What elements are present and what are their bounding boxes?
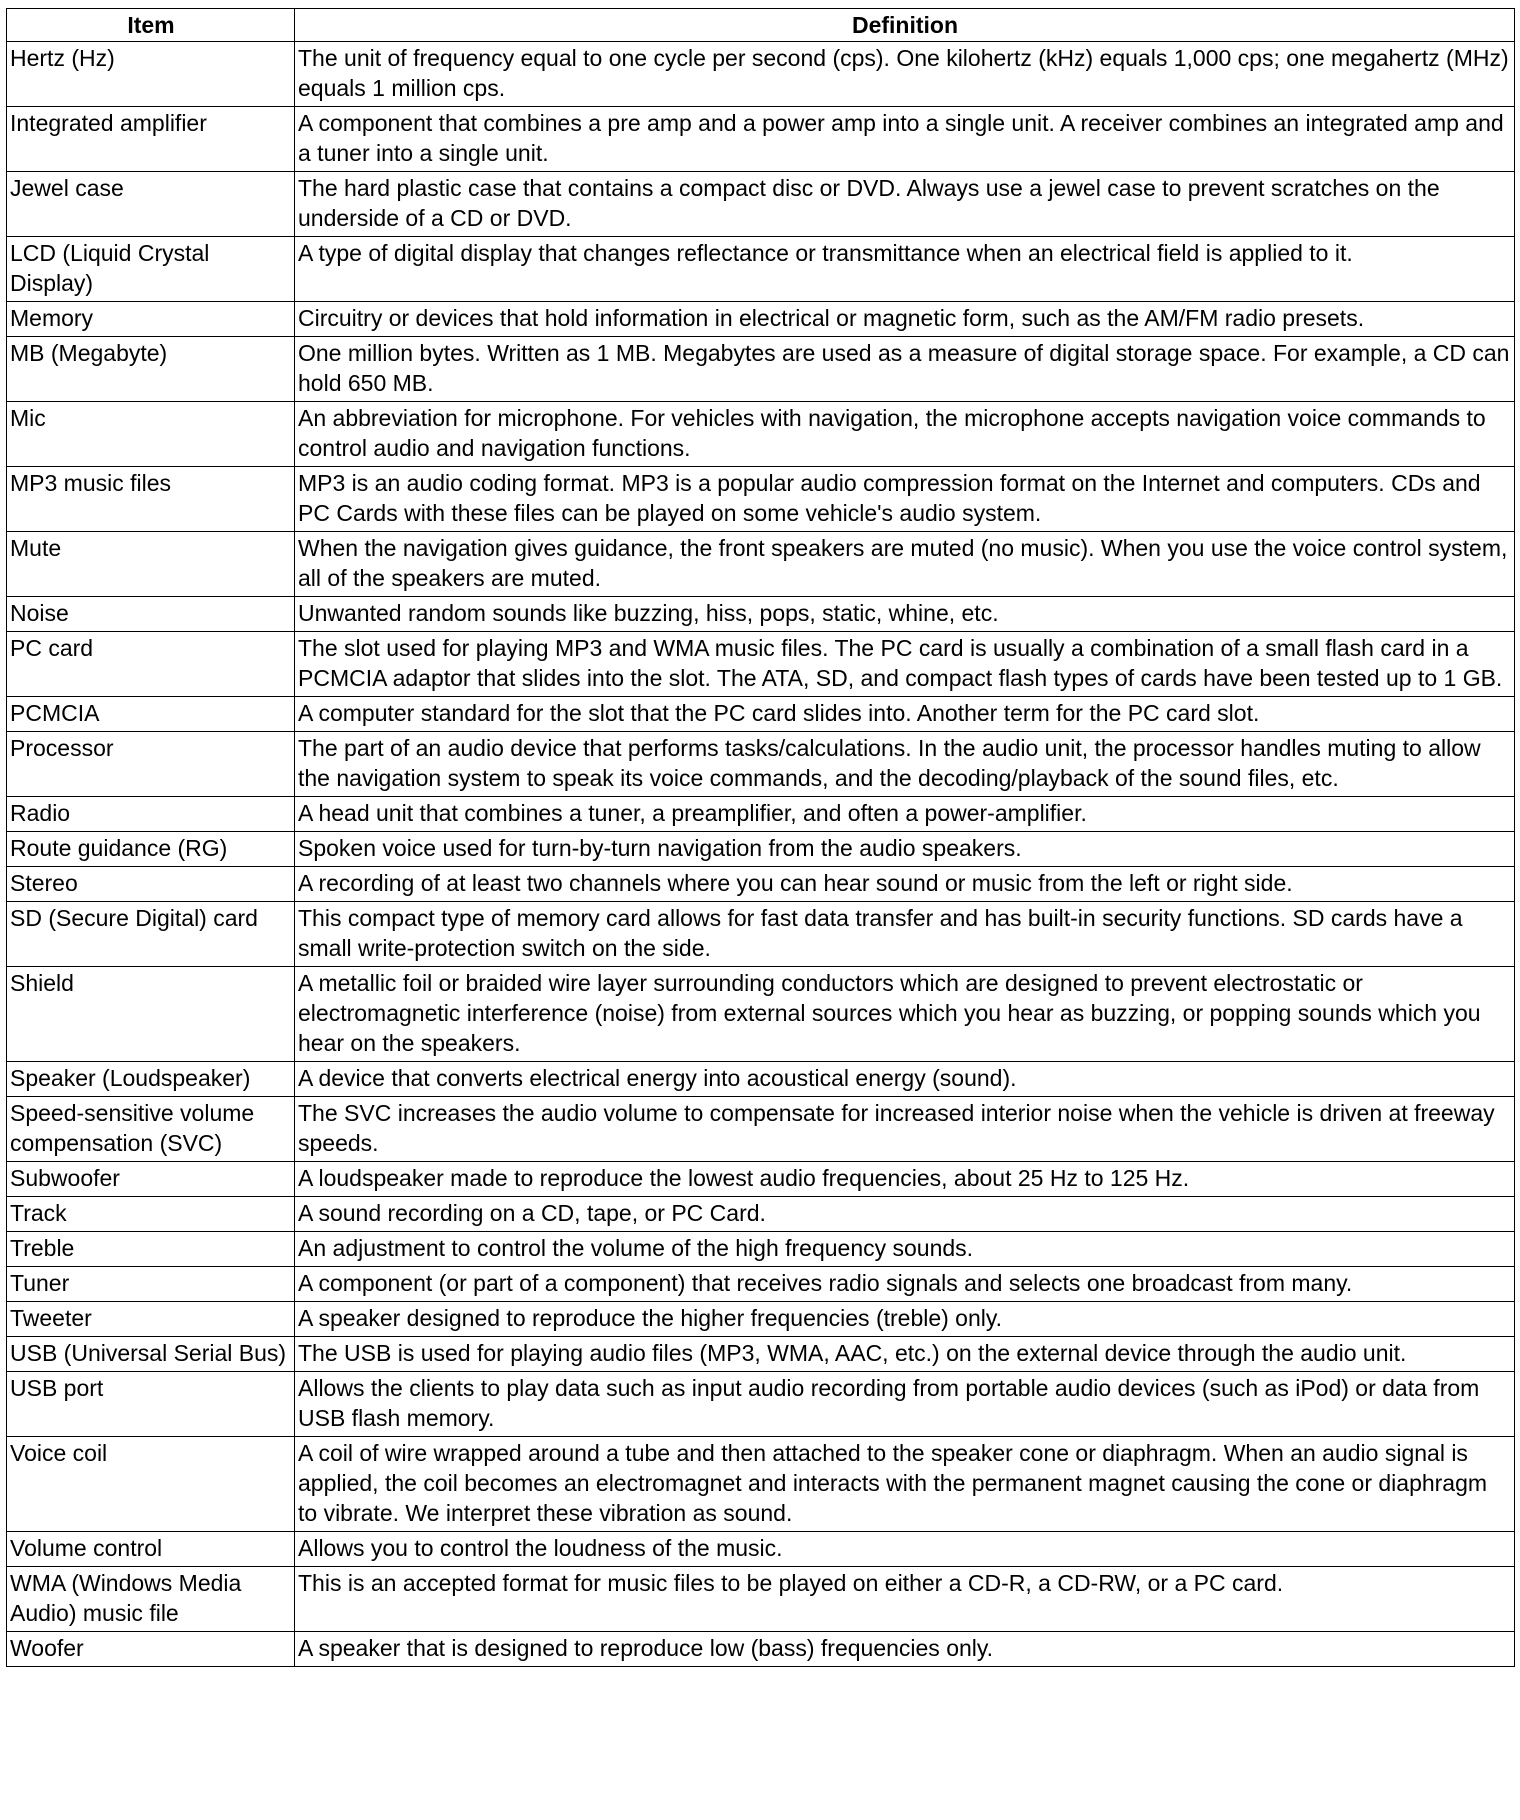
table-header-row [7, 9, 1515, 42]
table-row [7, 1437, 1515, 1532]
table-row [7, 1062, 1515, 1097]
definition-cell: An adjustment to control the volume of the high frequency sounds. [295, 1232, 1515, 1267]
table-row [7, 1197, 1515, 1232]
definition-cell: A computer standard for the slot that the PC card slides into. Another term for the PC card slot. [295, 697, 1515, 732]
table-row [7, 632, 1515, 697]
definition-cell: The slot used for playing MP3 and WMA music files. The PC card is usually a combination of a small flash card in a PCMCIA adaptor that slides into the slot. The ATA, SD, and compact flash types of cards have been tested up to 1 GB. [295, 632, 1515, 697]
term-cell: Shield [7, 967, 295, 1062]
term-cell: Voice coil [7, 1437, 295, 1532]
term-cell: Memory [7, 302, 295, 337]
term-cell: USB (Universal Serial Bus) [7, 1337, 295, 1372]
term-cell: SD (Secure Digital) card [7, 902, 295, 967]
definition-cell: When the navigation gives guidance, the front speakers are muted (no music). When you use the voice control system, all of the speakers are muted. [295, 532, 1515, 597]
definition-cell: The part of an audio device that performs tasks/calculations. In the audio unit, the processor handles muting to allow the navigation system to speak its voice commands, and the decoding/playback of the sound files, etc. [295, 732, 1515, 797]
table-row [7, 1632, 1515, 1667]
table-row [7, 467, 1515, 532]
definition-cell: The hard plastic case that contains a compact disc or DVD. Always use a jewel case to prevent scratches on the underside of a CD or DVD. [295, 172, 1515, 237]
term-cell: Jewel case [7, 172, 295, 237]
table-row [7, 597, 1515, 632]
term-cell: Integrated amplifier [7, 107, 295, 172]
term-cell: Stereo [7, 867, 295, 902]
glossary-body [7, 42, 1515, 1667]
term-cell: Processor [7, 732, 295, 797]
table-row [7, 302, 1515, 337]
table-row [7, 172, 1515, 237]
definition-cell: MP3 is an audio coding format. MP3 is a popular audio compression format on the Internet and computers. CDs and PC Cards with these files can be played on some vehicle's audio system. [295, 467, 1515, 532]
definition-cell: A metallic foil or braided wire layer surrounding conductors which are designed to prevent electrostatic or electromagnetic interference (noise) from external sources which you hear as buzzing, or popping sounds which you hear on the speakers. [295, 967, 1515, 1062]
definition-cell: Spoken voice used for turn-by-turn navigation from the audio speakers. [295, 832, 1515, 867]
table-row [7, 1302, 1515, 1337]
term-cell: Mute [7, 532, 295, 597]
term-cell: Mic [7, 402, 295, 467]
definition-cell: A sound recording on a CD, tape, or PC Card. [295, 1197, 1515, 1232]
table-row [7, 867, 1515, 902]
definition-cell: Unwanted random sounds like buzzing, hiss, pops, static, whine, etc. [295, 597, 1515, 632]
table-row [7, 967, 1515, 1062]
table-row [7, 902, 1515, 967]
definition-cell: A speaker designed to reproduce the higher frequencies (treble) only. [295, 1302, 1515, 1337]
column-header-item: Item [7, 9, 295, 42]
definition-cell: The SVC increases the audio volume to compensate for increased interior noise when the vehicle is driven at freeway speeds. [295, 1097, 1515, 1162]
glossary-table [6, 8, 1515, 1667]
table-row [7, 697, 1515, 732]
definition-cell: A loudspeaker made to reproduce the lowest audio frequencies, about 25 Hz to 125 Hz. [295, 1162, 1515, 1197]
definition-cell: Allows the clients to play data such as input audio recording from portable audio devices (such as iPod) or data from USB flash memory. [295, 1372, 1515, 1437]
table-row [7, 1267, 1515, 1302]
term-cell: Noise [7, 597, 295, 632]
definition-cell: A component (or part of a component) that receives radio signals and selects one broadcast from many. [295, 1267, 1515, 1302]
term-cell: Radio [7, 797, 295, 832]
term-cell: Track [7, 1197, 295, 1232]
glossary-sheet [6, 8, 1514, 1667]
term-cell: Speaker (Loudspeaker) [7, 1062, 295, 1097]
definition-cell: This compact type of memory card allows for fast data transfer and has built-in security functions. SD cards have a small write-protection switch on the side. [295, 902, 1515, 967]
definition-cell: One million bytes. Written as 1 MB. Megabytes are used as a measure of digital storage space. For example, a CD can hold 650 MB. [295, 337, 1515, 402]
term-cell: PCMCIA [7, 697, 295, 732]
definition-cell: Allows you to control the loudness of the music. [295, 1532, 1515, 1567]
term-cell: PC card [7, 632, 295, 697]
definition-cell: A type of digital display that changes reflectance or transmittance when an electrical field is applied to it. [295, 237, 1515, 302]
term-cell: Tuner [7, 1267, 295, 1302]
table-row [7, 1232, 1515, 1267]
definition-cell: A device that converts electrical energy into acoustical energy (sound). [295, 1062, 1515, 1097]
column-header-definition: Definition [295, 9, 1515, 42]
term-cell: Treble [7, 1232, 295, 1267]
definition-cell: A speaker that is designed to reproduce low (bass) frequencies only. [295, 1632, 1515, 1667]
table-row [7, 797, 1515, 832]
table-row [7, 402, 1515, 467]
term-cell: USB port [7, 1372, 295, 1437]
table-row [7, 107, 1515, 172]
definition-cell: An abbreviation for microphone. For vehicles with navigation, the microphone accepts navigation voice commands to control audio and navigation functions. [295, 402, 1515, 467]
term-cell: Speed-sensitive volume compensation (SVC) [7, 1097, 295, 1162]
term-cell: LCD (Liquid Crystal Display) [7, 237, 295, 302]
table-row [7, 42, 1515, 107]
definition-cell: This is an accepted format for music files to be played on either a CD-R, a CD-RW, or a PC card. [295, 1567, 1515, 1632]
table-row [7, 532, 1515, 597]
definition-cell: A coil of wire wrapped around a tube and then attached to the speaker cone or diaphragm. When an audio signal is applied, the coil becomes an electromagnet and interacts with the permanent magnet causing the cone or diaphragm to vibrate. We interpret these vibration as sound. [295, 1437, 1515, 1532]
term-cell: Hertz (Hz) [7, 42, 295, 107]
table-row [7, 337, 1515, 402]
definition-cell: The unit of frequency equal to one cycle per second (cps). One kilohertz (kHz) equals 1,000 cps; one megahertz (MHz) equals 1 million cps. [295, 42, 1515, 107]
table-row [7, 1097, 1515, 1162]
term-cell: MB (Megabyte) [7, 337, 295, 402]
table-row [7, 1567, 1515, 1632]
table-row [7, 732, 1515, 797]
definition-cell: A recording of at least two channels where you can hear sound or music from the left or right side. [295, 867, 1515, 902]
table-row [7, 1162, 1515, 1197]
term-cell: Route guidance (RG) [7, 832, 295, 867]
definition-cell: Circuitry or devices that hold information in electrical or magnetic form, such as the AM/FM radio presets. [295, 302, 1515, 337]
definition-cell: The USB is used for playing audio files (MP3, WMA, AAC, etc.) on the external device through the audio unit. [295, 1337, 1515, 1372]
table-row [7, 1372, 1515, 1437]
term-cell: MP3 music files [7, 467, 295, 532]
definition-cell: A head unit that combines a tuner, a preamplifier, and often a power-amplifier. [295, 797, 1515, 832]
term-cell: WMA (Windows Media Audio) music file [7, 1567, 295, 1632]
table-row [7, 237, 1515, 302]
table-row [7, 832, 1515, 867]
term-cell: Subwoofer [7, 1162, 295, 1197]
term-cell: Volume control [7, 1532, 295, 1567]
table-row [7, 1337, 1515, 1372]
term-cell: Woofer [7, 1632, 295, 1667]
definition-cell: A component that combines a pre amp and a power amp into a single unit. A receiver combines an integrated amp and a tuner into a single unit. [295, 107, 1515, 172]
term-cell: Tweeter [7, 1302, 295, 1337]
table-row [7, 1532, 1515, 1567]
